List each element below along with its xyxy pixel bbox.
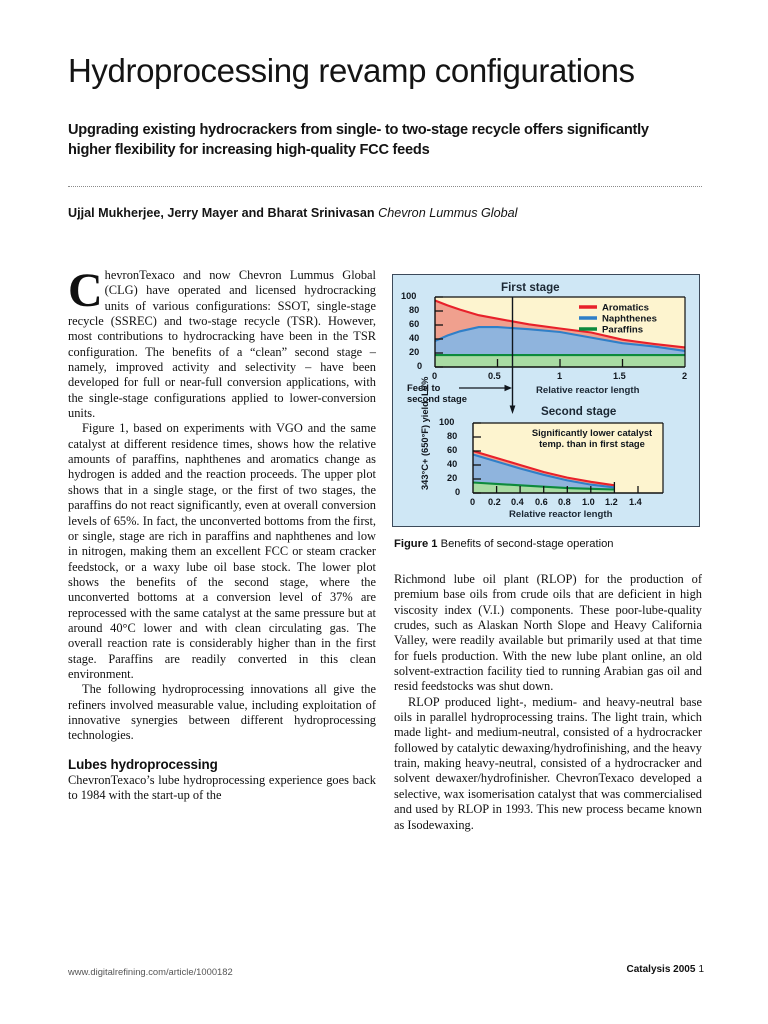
chart-2-ytick-0: 0 — [455, 487, 461, 497]
article-header — [68, 52, 702, 160]
figure-caption-label: Figure 1 — [394, 538, 438, 550]
chart-1-xtick-0: 0 — [432, 371, 438, 381]
chart-1-ytick-0: 0 — [417, 361, 423, 371]
byline — [68, 206, 517, 220]
paragraph-1 — [68, 264, 376, 421]
chart-1-ytick-100: 100 — [401, 291, 417, 301]
article-subtitle: Upgrading existing hydrocrackers from single- to two-stage recycle offers significantly higher flexibility for increasing high-quality FCC feeds — [68, 122, 649, 158]
footer-publication — [626, 964, 704, 975]
chart-2-xtick-0.8: 0.8 — [558, 497, 571, 507]
chart-2-xtick-0: 0 — [470, 497, 476, 507]
chart-2-xtick-0.6: 0.6 — [535, 497, 548, 507]
footer-url[interactable]: www.digitalrefining.com/article/1000182 — [68, 966, 233, 977]
chart-2-xtick-0.2: 0.2 — [488, 497, 501, 507]
chart-1-xtick-0.5: 0.5 — [488, 371, 501, 381]
chart-2-ytick-60: 60 — [447, 445, 458, 455]
chart-2-temperature-annotation — [517, 427, 667, 449]
author-names: Ujjal Mukherjee, Jerry Mayer and Bharat Srinivasan — [68, 206, 375, 220]
figure-caption-text: Benefits of second-stage operation — [440, 538, 614, 550]
chart-1-feed-annotation — [407, 382, 467, 404]
chart-2-xtick-1.2: 1.2 — [605, 497, 618, 507]
chart-1-ytick-40: 40 — [409, 333, 420, 343]
chart-1-feed-marker-arrow — [510, 406, 516, 415]
chart-2-xaxis-label: Relative reactor length — [509, 509, 613, 520]
chart-1-ytick-60: 60 — [409, 319, 420, 329]
section-heading-lubes: Lubes hydroprocessing — [68, 756, 218, 772]
figure-1-container — [392, 274, 700, 527]
chart-1-ytick-20: 20 — [409, 347, 420, 357]
legend-label-naphthenes: Naphthenes — [602, 313, 657, 325]
paragraph-5: Richmond lube oil plant (RLOP) for the production of premium base oils from crude oils that are deficient in high viscosity index (V.I.) components. These poor-lube-quality crudes, such as Alaskan North Slope and Heavy California Valley, were readily available but primarily used at that time for fuels production. With the new lube plant online, an old solvent-extraction facility tied to running Arabian gas oil and resid feedstocks was shut down. — [394, 572, 702, 694]
temp-annotation-line2: temp. than in first stage — [539, 438, 645, 449]
drop-cap: C — [68, 264, 103, 317]
page-title: Hydroprocessing revamp configurations — [68, 52, 635, 89]
chart-2-yaxis-label: 343°C+ (650°F) yield, LV% — [420, 376, 430, 490]
chart-1-xtick-2: 2 — [682, 371, 688, 381]
chart-2-ytick-40: 40 — [447, 459, 458, 469]
chart-1-xtick-1.5: 1.5 — [613, 371, 626, 381]
temp-annotation-line1: Significantly lower catalyst — [531, 427, 653, 438]
chart-1-ytick-80: 80 — [409, 305, 420, 315]
header-divider — [68, 186, 702, 187]
body-column-left — [68, 264, 376, 804]
chart-2-ytick-80: 80 — [447, 431, 458, 441]
figure-1-caption — [394, 538, 704, 550]
body-column-right — [394, 572, 702, 833]
footer-publication-name: Catalysis 2005 — [626, 964, 696, 975]
paragraph-4: ChevronTexaco’s lube hydroprocessing experience goes back to 1984 with the start-up of the — [68, 773, 376, 803]
chart-1-xaxis-label: Relative reactor length — [536, 385, 640, 396]
chart-2-xtick-0.4: 0.4 — [511, 497, 524, 507]
chart-2-title: Second stage — [541, 405, 617, 418]
chart-2-xtick-1.0: 1.0 — [582, 497, 595, 507]
chart-2-xtick-1.4: 1.4 — [629, 497, 642, 507]
feed-annotation-line1: Feed to — [407, 382, 441, 393]
chart-2-ytick-100: 100 — [439, 417, 455, 427]
legend-label-paraffins: Paraffins — [602, 324, 644, 336]
paragraph-6: RLOP produced light-, medium- and heavy-neutral base oils in parallel hydroprocessing trains. The light train, which made light- and medium-neutral, consisted of a hydrocracker followed by catalytic dewaxing/hydrofinishing, and the heavy train, making heavy-neutral, consisted of a hydrocracker and solvent dewaxer/hydrofinisher. ChevronTexaco developed a selective, wax isomerisation catalyst that was commercialised and used by RLOP in 1993. This new process became known as Isodewaxing. — [394, 694, 702, 832]
paragraph-3: The following hydroprocessing innovations all give the refiners involved measurable value, including exploitation of innovative synergies between different hydroprocessing technologies. — [68, 682, 376, 743]
chart-2-ytick-20: 20 — [447, 473, 458, 483]
chart-1-title: First stage — [501, 281, 560, 294]
paragraph-1-text: hevronTexaco and now Chevron Lummus Global (CLG) have operated and licensed hydrocracking units of various configurations: SSOT, single-stage recycle (SSREC) and two-stage recycle (TSR). However, most contributions to hydrocracking have been in the TSR configuration. The benefits of a “clean” second stage – namely, improved activity and selectivity – have been developed for full or near-full conversion applications, with the single-stage configurations applied to lower-conversion units. — [68, 268, 376, 421]
legend-label-aromatics: Aromatics — [602, 302, 649, 314]
chart-1-xtick-1: 1 — [557, 371, 563, 381]
author-affiliation: Chevron Lummus Global — [378, 206, 518, 220]
feed-annotation-line2: second stage — [407, 393, 467, 404]
paragraph-2: Figure 1, based on experiments with VGO and the same catalyst at different residence times, shows how the relative amounts of paraffins, naphthenes and aromatics change as hydrogen is added and the reaction proceeds. The upper plot shows that in a single stage, or the first of two stages, the paraffins do not react significantly, even at overall conversion levels of 65%. In fact, the unconverted bottoms from the first, or single, stage are rich in paraffins and naphthenes and low in nitrogen, making them an excellent FCC or steam cracker feedstock, or a waxy lube oil base stock. The lower plot shows the benefits of the second stage, where the unconverted bottoms at a conversion level of 37% are reprocessed with the same catalyst at the same pressure but at around 40°C lower and with clean circulating gas. The overall reaction rate is considerably higher than in the first stage. Paraffins are readily converted in this clean environment. — [68, 421, 376, 681]
footer-page-number: 1 — [698, 964, 704, 975]
